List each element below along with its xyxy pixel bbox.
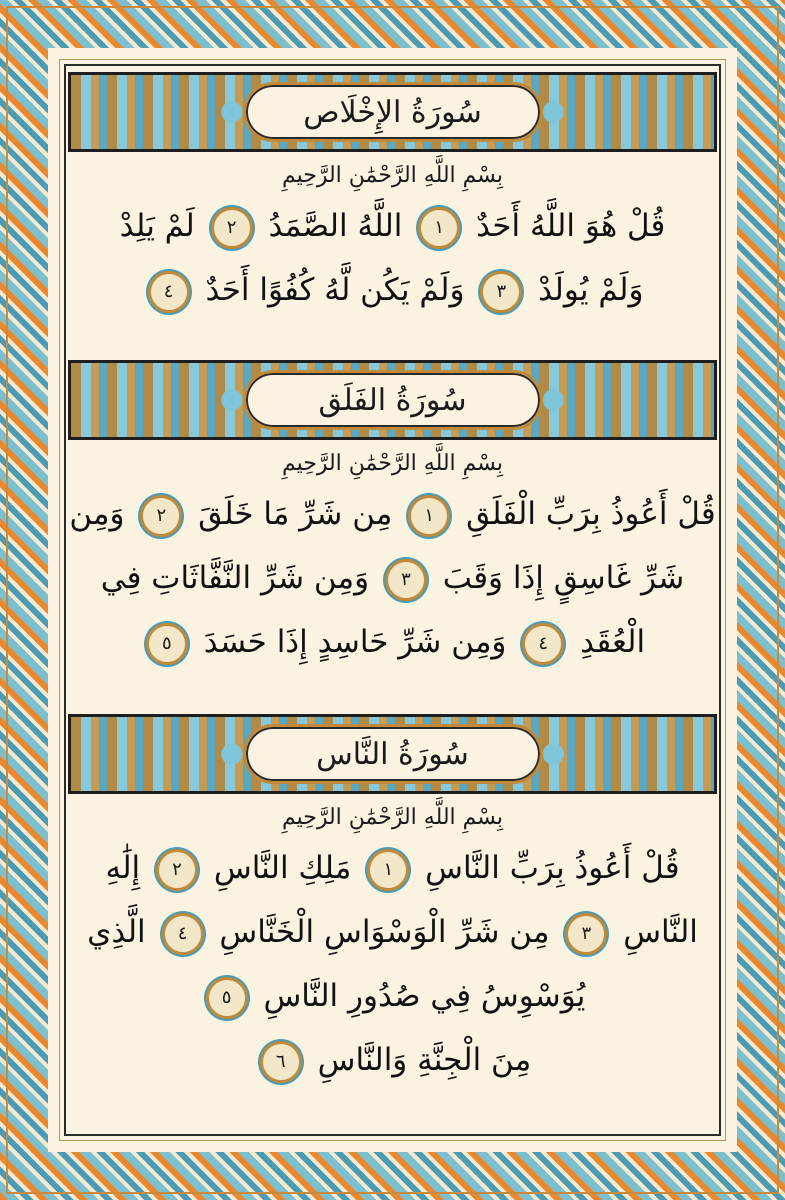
surah-title-cartouche (243, 370, 543, 430)
surah-title-cartouche (243, 82, 543, 142)
surah-header-band (68, 360, 717, 440)
verse-text: مِن شَرِّ الْوَسْوَاسِ الْخَنَّاسِ (219, 914, 550, 950)
verse-text: إِلَٰهِ (105, 850, 141, 886)
ayah-number-marker: ٢ (156, 849, 198, 891)
ayah-number-marker: ١ (418, 207, 460, 249)
verse-line (68, 836, 717, 900)
ayah-number-marker: ٥ (146, 623, 188, 665)
ayah-number-marker: ٣ (385, 559, 427, 601)
surah-title: سُورَةُ الفَلَق (318, 382, 467, 418)
verse-text: الَّذِي (87, 914, 146, 950)
verse-text: مَلِكِ النَّاسِ (213, 850, 352, 886)
surah-header-band (68, 714, 717, 794)
basmala: بِسْمِ اللَّهِ الرَّحْمَٰنِ الرَّحِيمِ (281, 805, 504, 830)
verse-line (68, 482, 717, 546)
ayah-number-marker: ٤ (148, 271, 190, 313)
surah-ikhlas (68, 72, 717, 322)
verse-text: يُوَسْوِسُ فِي صُدُورِ النَّاسِ (263, 978, 586, 1014)
ayah-number-marker: ٤ (162, 913, 204, 955)
ayah-number-marker: ٣ (565, 913, 607, 955)
verse-text: وَمِن (69, 496, 125, 532)
surah-title-cartouche (243, 724, 543, 784)
verse-text: مِن شَرِّ مَا خَلَقَ (198, 496, 393, 532)
surah-title: سُورَةُ النَّاس (316, 736, 469, 772)
verse-text: قُلْ هُوَ اللَّهُ أَحَدٌ (476, 208, 666, 244)
verse-text: قُلْ أَعُوذُ بِرَبِّ الْفَلَقِ (466, 496, 716, 532)
verse-text: وَلَمْ يَكُن لَّهُ كُفُوًا أَحَدٌ (205, 272, 465, 308)
verse-line (68, 610, 717, 674)
verse-text: النَّاسِ (623, 914, 698, 950)
ayah-number-marker: ١ (367, 849, 409, 891)
verse-line (68, 546, 717, 610)
basmala: بِسْمِ اللَّهِ الرَّحْمَٰنِ الرَّحِيمِ (281, 163, 504, 188)
verse-text: قُلْ أَعُوذُ بِرَبِّ النَّاسِ (425, 850, 680, 886)
surah-falaq (68, 360, 717, 674)
verse-text: اللَّهُ الصَّمَدُ (268, 208, 403, 244)
verse-text: شَرِّ غَاسِقٍ إِذَا وَقَبَ (442, 560, 685, 596)
verse-text: الْعُقَدِ (580, 624, 646, 660)
ayah-number-marker: ٥ (206, 977, 248, 1019)
verse-line (68, 1028, 717, 1092)
verse-text: وَلَمْ يُولَدْ (538, 272, 644, 308)
verse-line (68, 194, 717, 258)
surah-nas (68, 714, 717, 1092)
verse-lines (68, 482, 717, 674)
verse-lines (68, 194, 717, 322)
verse-text: مِنَ الْجِنَّةِ وَالنَّاسِ (317, 1042, 532, 1078)
surah-title: سُورَةُ الإِخْلَاص (303, 94, 482, 130)
ayah-number-marker: ٣ (480, 271, 522, 313)
ayah-number-marker: ٢ (211, 207, 253, 249)
ayah-number-marker: ١ (408, 495, 450, 537)
verse-line (68, 964, 717, 1028)
ayah-number-marker: ٤ (522, 623, 564, 665)
verse-text: وَمِن شَرِّ حَاسِدٍ إِذَا حَسَدَ (203, 624, 507, 660)
surah-header-band (68, 72, 717, 152)
verse-lines (68, 836, 717, 1092)
verse-line (68, 258, 717, 322)
basmala: بِسْمِ اللَّهِ الرَّحْمَٰنِ الرَّحِيمِ (281, 451, 504, 476)
verse-text: لَمْ يَلِدْ (119, 208, 195, 244)
ayah-number-marker: ٢ (140, 495, 182, 537)
verse-text: وَمِن شَرِّ النَّفَّاثَاتِ فِي (100, 560, 370, 596)
verse-line (68, 900, 717, 964)
ayah-number-marker: ٦ (260, 1041, 302, 1083)
